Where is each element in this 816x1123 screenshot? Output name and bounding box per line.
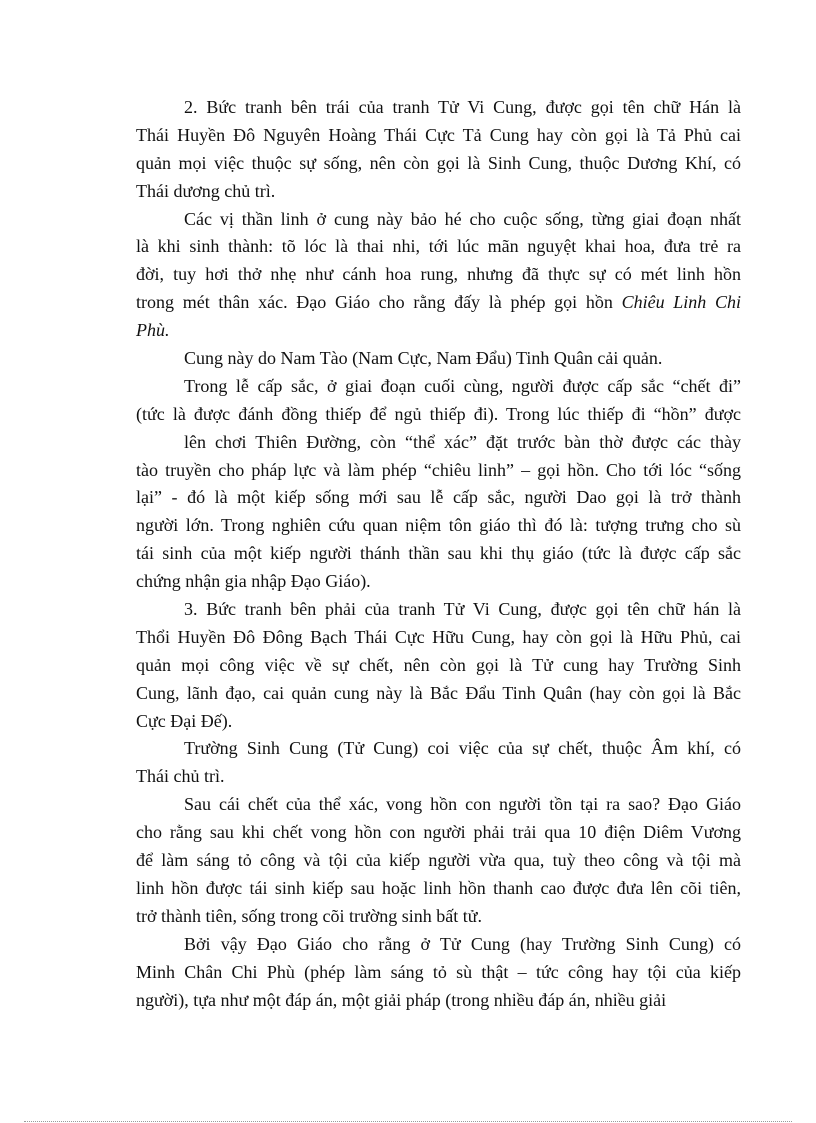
text-line (136, 289, 741, 317)
text-line: trở thành tiên, sống trong cõi trường sinh bất tử. (136, 905, 483, 926)
text-line: đời, tuy hơi thở nhẹ như cánh hoa rung, nhưng đã thực sự có mét linh hồn (136, 264, 741, 285)
text-line: Cung, lãnh đạo, cai quản cung này là Bắc Đẩu Tinh Quân (hay còn gọi là Bắc (136, 682, 741, 703)
paragraph-5 (136, 596, 741, 735)
text-line: Thái dương chủ trì. (136, 180, 276, 201)
text-line: Thái chủ trì. (136, 766, 225, 787)
text-line: Thái Huyền Đô Nguyên Hoàng Thái Cực Tả Cung hay còn gọi là Tả Phủ cai (136, 124, 741, 145)
paragraph-8 (136, 931, 741, 1015)
text-line: lên chơi Thiên Đường, còn “thể xác” đặt trước bàn thờ được các thày (184, 431, 741, 452)
paragraph-2 (136, 206, 741, 345)
text-line: chứng nhận gia nhập Đạo Giáo). (136, 571, 371, 592)
text-line: tái sinh của một kiếp người thánh thần sau khi thụ giáo (tức là được cấp sắc (136, 543, 741, 564)
text-line: Các vị thần linh ở cung này bảo hé cho cuộc sống, từng giai đoạn nhất (184, 208, 741, 229)
italic-term: Phù. (136, 320, 170, 341)
text-line: Cung này do Nam Tào (Nam Cực, Nam Đẩu) Tinh Quân cải quản. (184, 348, 663, 369)
paragraph-3 (136, 345, 741, 373)
text-line: Bởi vậy Đạo Giáo cho rằng ở Tử Cung (hay Trường Sinh Cung) có (184, 933, 741, 954)
text-line: người lớn. Trong nghiên cứu quan niệm tôn giáo thì đó là: tượng trưng cho sù (136, 515, 741, 536)
text-line: lại” - đó là một kiếp sống mới sau lễ cấp sắc, người Dao gọi là trở thành (136, 487, 741, 508)
text-line: (tức là được đánh đồng thiếp để ngủ thiếp đi). Trong lúc thiếp đi “hồn” được (136, 403, 741, 424)
text-line: linh hồn được tái sinh kiếp sau hoặc linh hồn thanh cao được đưa lên cõi tiên, (136, 877, 741, 898)
text-line: cho rằng sau khi chết vong hồn con người phải trải qua 10 điện Diêm Vương (136, 822, 741, 843)
page-bottom-divider (24, 1121, 792, 1122)
text-line: Minh Chân Chi Phù (phép làm sáng tỏ sù thật – tức công hay tội của kiếp (136, 961, 741, 982)
text-segment: trong mét thân xác. Đạo Giáo cho rằng đấy là phép gọi hồn (136, 292, 613, 313)
text-line: là khi sinh thành: tõ lóc là thai nhi, tới lúc mãn nguyệt khai hoa, đưa trẻ ra (136, 236, 741, 257)
text-line: quản mọi việc thuộc sự sống, nên còn gọi là Sinh Cung, thuộc Dương Khí, có (136, 152, 741, 173)
text-line: tào truyền cho pháp lực và làm phép “chiêu linh” – gọi hồn. Cho tới lóc “sống (136, 459, 741, 480)
text-line: quản mọi công việc về sự chết, nên còn gọi là Tử cung hay Trường Sinh (136, 654, 741, 675)
italic-term: Chiêu Linh Chi (621, 292, 742, 313)
text-line: để làm sáng tỏ công và tội của kiếp người vừa qua, tuỳ theo công và tội mà (136, 850, 741, 871)
document-page (136, 94, 741, 1014)
text-line: Cực Đại Đế). (136, 710, 233, 731)
text-line: Sau cái chết của thể xác, vong hồn con người tồn tại ra sao? Đạo Giáo (184, 794, 741, 815)
text-line: Trong lễ cấp sắc, ở giai đoạn cuối cùng, người được cấp sắc “chết đi” (184, 375, 741, 396)
text-line: 2. Bức tranh bên trái của tranh Tử Vi Cung, được gọi tên chữ Hán là (184, 97, 741, 117)
paragraph-7 (136, 791, 741, 930)
text-line: Thổi Huyền Đô Đông Bạch Thái Cực Hữu Cung, hay còn gọi là Hữu Phủ, cai (136, 626, 741, 647)
paragraph-1 (136, 94, 741, 206)
text-line: Trường Sinh Cung (Tử Cung) coi việc của sự chết, thuộc Âm khí, có (184, 738, 741, 759)
paragraph-6 (136, 735, 741, 791)
text-line: 3. Bức tranh bên phải của tranh Tử Vi Cung, được gọi tên chữ hán là (184, 599, 741, 620)
paragraph-4 (136, 373, 741, 596)
text-line: người), tựa như một đáp án, một giải pháp (trong nhiều đáp án, nhiều giải (136, 989, 667, 1010)
